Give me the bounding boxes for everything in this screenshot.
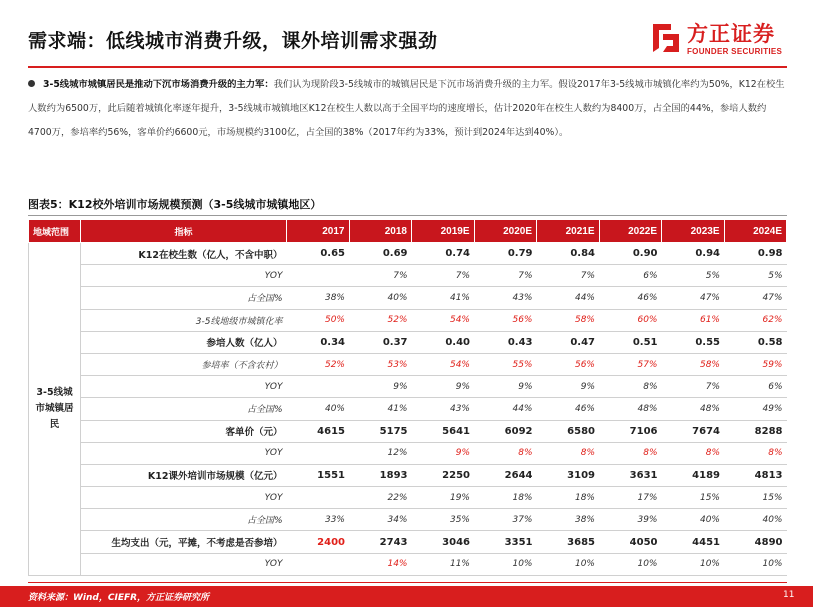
metric-label: YOY [81,553,287,575]
value-cell: 5175 [349,420,412,442]
value-cell: 48% [599,398,662,420]
value-cell: 7% [474,265,537,287]
value-cell: 18% [537,487,600,509]
value-cell: 43% [412,398,475,420]
value-cell: 58% [537,309,600,331]
value-cell: 5% [724,265,787,287]
value-cell: 8% [599,376,662,398]
value-cell: 43% [474,287,537,309]
brand-logo [651,18,801,62]
value-cell: 15% [724,487,787,509]
value-cell: 9% [412,376,475,398]
value-cell: 7% [537,265,600,287]
value-cell: 53% [349,353,412,375]
value-cell: 6580 [537,420,600,442]
value-cell: 2743 [349,531,412,553]
value-cell: 0.94 [662,243,725,265]
metric-label: 生均支出（元，平摊，不考虑是否参培） [81,531,287,553]
value-cell: 0.37 [349,331,412,353]
value-cell: 10% [474,553,537,575]
value-cell: 8% [599,442,662,464]
value-cell: 61% [662,309,725,331]
region-label: 3-5线城市城镇居民 [29,243,81,576]
header-metric: 指标 [81,220,287,243]
value-cell: 8% [662,442,725,464]
value-cell: 2644 [474,464,537,486]
value-cell [287,442,350,464]
value-cell: 5% [662,265,725,287]
table-row [29,376,787,398]
table-row [29,287,787,309]
value-cell: 0.43 [474,331,537,353]
value-cell: 3109 [537,464,600,486]
header-year: 2017 [287,220,350,243]
value-cell: 58% [662,353,725,375]
value-cell: 18% [474,487,537,509]
value-cell: 19% [412,487,475,509]
value-cell: 12% [349,442,412,464]
header-year: 2023E [662,220,725,243]
value-cell: 8% [724,442,787,464]
value-cell: 10% [599,553,662,575]
value-cell: 6% [599,265,662,287]
value-cell: 3685 [537,531,600,553]
value-cell: 4451 [662,531,725,553]
table-row [29,398,787,420]
figure-title: 图表5：K12校外培训市场规模预测（3-5线城市城镇地区） [28,198,322,211]
value-cell: 5641 [412,420,475,442]
value-cell: 38% [287,287,350,309]
value-cell [287,553,350,575]
value-cell: 9% [537,376,600,398]
table-row [29,331,787,353]
value-cell: 3631 [599,464,662,486]
value-cell: 1551 [287,464,350,486]
value-cell: 0.98 [724,243,787,265]
value-cell: 40% [349,287,412,309]
metric-label: 占全国% [81,509,287,531]
value-cell: 1893 [349,464,412,486]
logo-text-en: FOUNDER SECURITIES [687,47,783,56]
value-cell: 40% [662,509,725,531]
value-cell [287,487,350,509]
value-cell: 7% [412,265,475,287]
value-cell: 0.84 [537,243,600,265]
value-cell [287,265,350,287]
value-cell: 9% [474,376,537,398]
paragraph-lead: 3-5线城市城镇居民是推动下沉市场消费升级的主力军： [43,79,274,90]
metric-label: K12在校生数（亿人，不含中职） [81,243,287,265]
value-cell: 56% [474,309,537,331]
value-cell: 7% [349,265,412,287]
table-row [29,531,787,553]
metric-label: 客单价（元） [81,420,287,442]
value-cell: 44% [537,287,600,309]
page-number: 11 [783,590,795,600]
value-cell: 44% [474,398,537,420]
value-cell: 15% [662,487,725,509]
header-year: 2024E [724,220,787,243]
value-cell: 57% [599,353,662,375]
value-cell: 0.34 [287,331,350,353]
table-row [29,487,787,509]
header-year: 2019E [412,220,475,243]
value-cell: 34% [349,509,412,531]
table-row [29,420,787,442]
value-cell: 7106 [599,420,662,442]
header-region: 地域范围 [29,220,81,243]
paragraph-body: 我们认为现阶段3-5线城市的城镇居民是下沉市场消费升级的主力军。假设2017年3-5线城市城镇化率约为50%，K12在校生人数约为6500万，此后随着城镇化率逐年提升，3-5线城市城镇地区K12在校生人数以高于全国平均的速度增长，估计2020年在校生人数约为8400万，占全国的44%，参培人数约4700万，参培率约56%，客单价约6600元，市场规模约3100亿，占全国的38%（2017年约为33%，预计到2024年达到40%）。 [28,79,785,138]
value-cell: 40% [287,398,350,420]
table-row [29,265,787,287]
metric-label: YOY [81,442,287,464]
table-row [29,442,787,464]
value-cell: 52% [287,353,350,375]
value-cell: 37% [474,509,537,531]
value-cell: 0.47 [537,331,600,353]
value-cell: 4813 [724,464,787,486]
value-cell: 17% [599,487,662,509]
value-cell: 35% [412,509,475,531]
table-row [29,243,787,265]
value-cell: 0.40 [412,331,475,353]
value-cell: 4189 [662,464,725,486]
metric-label: 占全国% [81,287,287,309]
header-year: 2020E [474,220,537,243]
value-cell: 0.58 [724,331,787,353]
value-cell: 55% [474,353,537,375]
value-cell: 56% [537,353,600,375]
value-cell: 22% [349,487,412,509]
table-row [29,509,787,531]
value-cell: 7% [662,376,725,398]
value-cell: 0.55 [662,331,725,353]
value-cell: 3351 [474,531,537,553]
value-cell: 0.74 [412,243,475,265]
metric-label: YOY [81,376,287,398]
value-cell: 39% [599,509,662,531]
value-cell: 9% [412,442,475,464]
value-cell: 46% [599,287,662,309]
table-row [29,309,787,331]
value-cell: 6% [724,376,787,398]
metric-label: YOY [81,265,287,287]
value-cell: 7674 [662,420,725,442]
source-note: 资料来源：Wind，CIEFR，方正证券研究所 [28,593,210,603]
value-cell: 0.69 [349,243,412,265]
value-cell: 49% [724,398,787,420]
value-cell: 62% [724,309,787,331]
figure-divider [28,215,787,216]
metric-label: 参培人数（亿人） [81,331,287,353]
metric-label: 3-5线地级市城镇化率 [81,309,287,331]
value-cell: 4050 [599,531,662,553]
value-cell: 48% [662,398,725,420]
value-cell: 11% [412,553,475,575]
value-cell: 0.51 [599,331,662,353]
value-cell [287,376,350,398]
header-divider [28,66,787,68]
value-cell: 41% [349,398,412,420]
footer-divider [28,582,787,583]
value-cell: 2250 [412,464,475,486]
table-row [29,353,787,375]
value-cell: 0.79 [474,243,537,265]
value-cell: 52% [349,309,412,331]
forecast-table [28,219,787,576]
value-cell: 10% [537,553,600,575]
value-cell: 60% [599,309,662,331]
value-cell: 10% [662,553,725,575]
value-cell: 3046 [412,531,475,553]
table-header-row [29,220,787,243]
metric-label: YOY [81,487,287,509]
header-year: 2021E [537,220,600,243]
metric-label: 参培率（不含农村） [81,353,287,375]
value-cell: 54% [412,353,475,375]
value-cell: 4615 [287,420,350,442]
logo-text-cn: 方正证券 [687,21,775,46]
value-cell: 0.90 [599,243,662,265]
value-cell: 41% [412,287,475,309]
summary-paragraph [28,73,786,145]
value-cell: 40% [724,509,787,531]
value-cell: 0.65 [287,243,350,265]
value-cell: 2400 [287,531,350,553]
table-row [29,464,787,486]
header-year: 2018 [349,220,412,243]
value-cell: 47% [724,287,787,309]
metric-label: K12课外培训市场规模（亿元） [81,464,287,486]
value-cell: 50% [287,309,350,331]
value-cell: 14% [349,553,412,575]
header-year: 2022E [599,220,662,243]
table-row [29,553,787,575]
value-cell: 6092 [474,420,537,442]
value-cell: 59% [724,353,787,375]
value-cell: 8% [537,442,600,464]
value-cell: 54% [412,309,475,331]
value-cell: 8288 [724,420,787,442]
value-cell: 8% [474,442,537,464]
value-cell: 46% [537,398,600,420]
value-cell: 4890 [724,531,787,553]
founder-logo-icon [651,20,683,54]
value-cell: 33% [287,509,350,531]
value-cell: 47% [662,287,725,309]
bullet-icon [28,80,35,87]
value-cell: 38% [537,509,600,531]
value-cell: 9% [349,376,412,398]
page-title: 需求端：低线城市消费升级，课外培训需求强劲 [28,30,438,52]
metric-label: 占全国% [81,398,287,420]
value-cell: 10% [724,553,787,575]
